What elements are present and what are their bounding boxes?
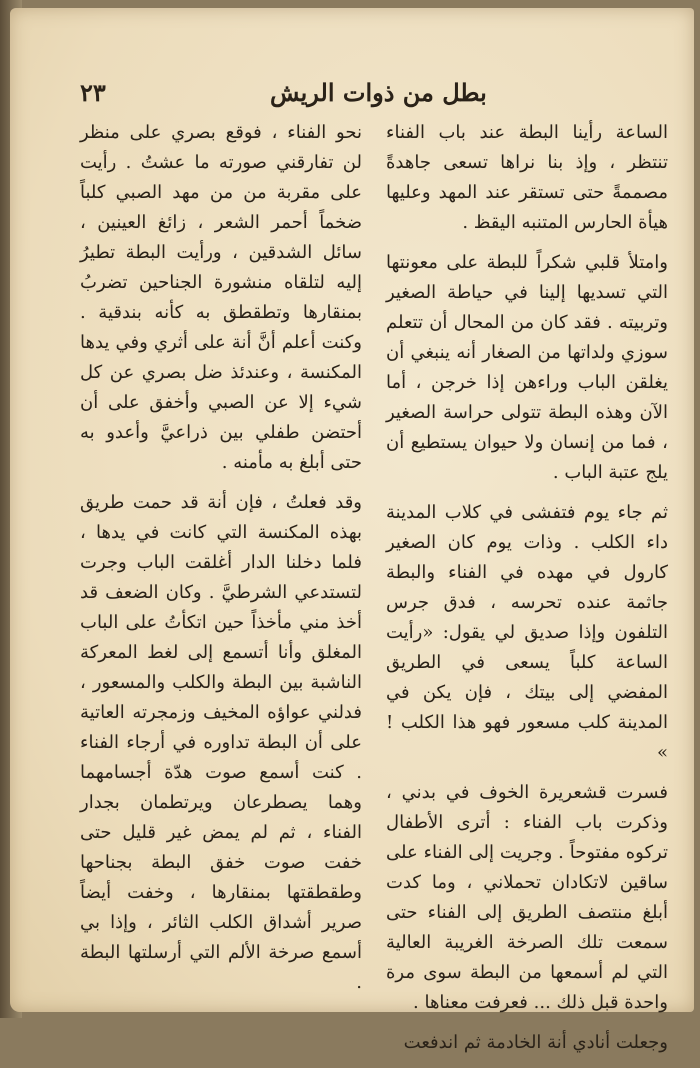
paragraph: وقد فعلتُ ، فإن أنة قد حمت طريق بهذه المكنسة التي كانت في يدها ، فلما دخلنا الدار أغلقت الباب وجرت لتستدعي الشرطيَّ . وكان الضعف قد أخذ مني مأخذاً حين اتكأتُ على الباب المغلق وأنا أتسمع إلى لغط المعركة الناشبة بين البطة والكلب والمسعور ، فدلني عواؤه المخيف وزمجرته العاتية على أن البطة تداوره في أرجاء الفناء . كنت أسمع صوت هدّة أجسامهما وهما يصطرعان ويرتطمان بجدار الفناء ، ثم لم يمض غير قليل حتى خفت صوت خفق البطة بجناحها وطقطقتها بمنقارها ، وخفت أيضاً صرير أشداق الكلب الثائر ، وإذا بي أسمع صرخة الألم التي أرسلتها البطة . (80, 492, 362, 993)
paragraph: فسرت قشعريرة الخوف في بدني ، وذكرت باب الفناء : أترى الأطفال تركوه مفتوحاً . وجريت إلى الفناء على ساقين لاتكادان تحملاني ، وما كدت أبلغ منتصف الطريق إلى الفناء حتى سمعت تلك الصرخة الغريبة العالية التي لم أسمعها من البطة سوى مرة واحدة قبل ذلك ... فعرفت معناها . (386, 782, 668, 1013)
paragraph: وجعلت أنادي أنة الخادمة ثم اندفعت (403, 1032, 668, 1053)
page-header (70, 78, 640, 108)
page-number: ٢٣ (80, 78, 106, 107)
paragraph: وامتلأ قلبي شكراً للبطة على معونتها التي تسديها إلينا في حياطة الصغير وتربيته . فقد كان من المحال أن تتعلم سوزي ولداتها من الصغار أنه ينبغي أن يغلقن الباب وراءهن إذا خرجن ، أما الآن وهذه البطة تتولى حراسة الصغير ، فما من إنسان ولا حيوان يستطيع أن يلج عتبة الباب . (386, 252, 668, 483)
book-page (10, 8, 694, 1053)
paragraph: ثم جاء يوم فتفشى في كلاب المدينة داء الكلب . وذات يوم كان الصغير كارول في مهده في الفناء والبطة جاثمة عنده تحرسه ، فدق جرس التلفون وإذا صديق لي يقول: «رأيت الساعة كلباً يسعى في الطريق المفضي إلى بيتك ، فإن يكن في المدينة كلب مسعور فهو هذا الكلب ! » (386, 502, 668, 763)
left-column (80, 118, 362, 1008)
running-title: بطل من ذوات الريش (270, 78, 487, 107)
paragraph: نحو الفناء ، فوقع بصري على منظر لن تفارقني صورته ما عشتُ . رأيت على مقربة من من مهد الصبي كلباً ضخماً أحمر الشعر ، زائغ العينين ، سائل الشدقين ، ورأيت البطة تطيرُ إليه لتلقاه منشورة الجناحين تضربُ بمنقارها وتطقطق به كأنه بندقية . وكنت أعلم أنَّ أنة على أثري وفي يدها المكنسة ، وعندئذ ضل بصري عن كل شيء إلا عن الصبي وأخفق على أن أحتضن طفلي بين ذراعيَّ وأعدو به حتى أبلغ به مأمنه . (80, 122, 362, 473)
right-column (386, 118, 668, 1068)
paragraph: الساعة رأينا البطة عند باب الفناء تنتظر ، وإذ بنا نراها تسعى جاهدةً مصممةً حتى تستقر عند المهد وعليها هيأة الحارس المتنبه اليقظ . (386, 122, 668, 233)
